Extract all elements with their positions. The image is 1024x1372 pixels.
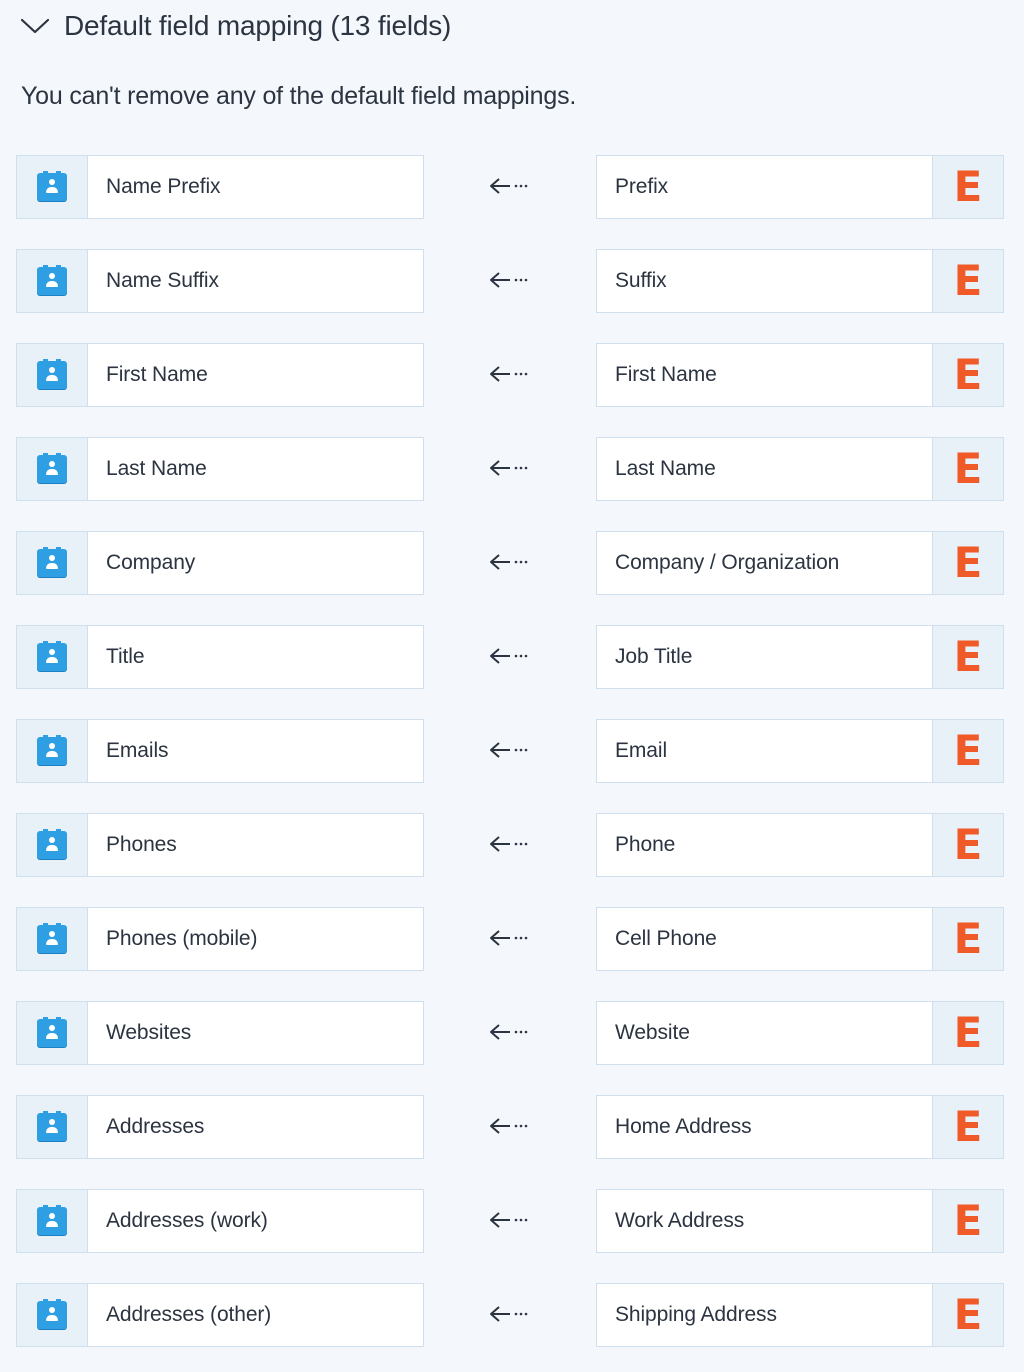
mapping-row bbox=[0, 155, 1024, 219]
contact-card-icon bbox=[37, 267, 67, 295]
source-icon-cell bbox=[17, 908, 88, 970]
eventbrite-e-icon: E bbox=[953, 444, 983, 493]
source-field[interactable] bbox=[16, 1095, 424, 1159]
arrow-left-icon bbox=[488, 1021, 532, 1043]
target-icon-cell bbox=[932, 1284, 1003, 1346]
source-icon-cell bbox=[17, 1190, 88, 1252]
target-field-label: Work Address bbox=[615, 1209, 745, 1232]
source-icon-cell bbox=[17, 1284, 88, 1346]
source-field[interactable] bbox=[16, 531, 424, 595]
mapping-row bbox=[0, 907, 1024, 971]
target-icon-cell bbox=[932, 1190, 1003, 1252]
target-field[interactable] bbox=[596, 531, 1004, 595]
source-field[interactable] bbox=[16, 719, 424, 783]
eventbrite-e-icon: E bbox=[953, 1196, 983, 1245]
target-field[interactable] bbox=[596, 719, 1004, 783]
source-icon-cell bbox=[17, 1002, 88, 1064]
source-field-label: Addresses (other) bbox=[106, 1303, 272, 1326]
source-field[interactable] bbox=[16, 1001, 424, 1065]
source-field-label: Phones (mobile) bbox=[106, 927, 258, 950]
mapping-row bbox=[0, 531, 1024, 595]
target-field[interactable] bbox=[596, 437, 1004, 501]
mapping-row bbox=[0, 1095, 1024, 1159]
target-field[interactable] bbox=[596, 155, 1004, 219]
source-field[interactable] bbox=[16, 437, 424, 501]
source-field-label: Title bbox=[106, 645, 145, 668]
source-icon-cell bbox=[17, 532, 88, 594]
arrow-left-icon bbox=[488, 551, 532, 573]
arrow-left-icon bbox=[488, 363, 532, 385]
eventbrite-e-icon: E bbox=[953, 256, 983, 305]
source-field-label: Last Name bbox=[106, 457, 207, 480]
source-field-label: Phones bbox=[106, 833, 177, 856]
target-icon-cell bbox=[932, 908, 1003, 970]
target-field-label: First Name bbox=[615, 363, 717, 386]
contact-card-icon bbox=[37, 1113, 67, 1141]
source-icon-cell bbox=[17, 1096, 88, 1158]
mapping-row bbox=[0, 625, 1024, 689]
contact-card-icon bbox=[37, 925, 67, 953]
source-field-label: Company bbox=[106, 551, 196, 574]
source-field-label: Emails bbox=[106, 739, 169, 762]
source-icon-cell bbox=[17, 626, 88, 688]
mapping-row bbox=[0, 1283, 1024, 1347]
arrow-left-icon bbox=[488, 1209, 532, 1231]
eventbrite-e-icon: E bbox=[953, 632, 983, 681]
mapping-row bbox=[0, 1189, 1024, 1253]
source-field[interactable] bbox=[16, 343, 424, 407]
arrow-left-icon bbox=[488, 269, 532, 291]
target-icon-cell bbox=[932, 250, 1003, 312]
arrow-left-icon bbox=[488, 739, 532, 761]
eventbrite-e-icon: E bbox=[953, 1008, 983, 1057]
target-field-label: Job Title bbox=[615, 645, 693, 668]
eventbrite-e-icon: E bbox=[953, 726, 983, 775]
mapping-row bbox=[0, 1001, 1024, 1065]
target-field[interactable] bbox=[596, 625, 1004, 689]
contact-card-icon bbox=[37, 549, 67, 577]
arrow-left-icon bbox=[488, 175, 532, 197]
arrow-left-icon bbox=[488, 927, 532, 949]
contact-card-icon bbox=[37, 643, 67, 671]
target-field-label: Last Name bbox=[615, 457, 716, 480]
mapping-row bbox=[0, 249, 1024, 313]
source-field[interactable] bbox=[16, 907, 424, 971]
eventbrite-e-icon: E bbox=[953, 1102, 983, 1151]
eventbrite-e-icon: E bbox=[953, 538, 983, 587]
target-field-label: Home Address bbox=[615, 1115, 752, 1138]
source-icon-cell bbox=[17, 438, 88, 500]
source-field[interactable] bbox=[16, 1283, 424, 1347]
source-field-label: Name Prefix bbox=[106, 175, 221, 198]
source-field-label: Websites bbox=[106, 1021, 192, 1044]
contact-card-icon bbox=[37, 1207, 67, 1235]
mapping-row bbox=[0, 719, 1024, 783]
arrow-left-icon bbox=[488, 457, 532, 479]
target-field-label: Email bbox=[615, 739, 668, 762]
section-toggle[interactable] bbox=[20, 4, 451, 48]
target-field[interactable] bbox=[596, 1189, 1004, 1253]
notice-text: You can't remove any of the default field mappings. bbox=[21, 82, 577, 110]
mapping-row bbox=[0, 343, 1024, 407]
eventbrite-e-icon: E bbox=[953, 1290, 983, 1339]
target-icon-cell bbox=[932, 626, 1003, 688]
chevron-down-icon[interactable] bbox=[20, 14, 52, 38]
section-title: Default field mapping (13 fields) bbox=[64, 10, 452, 41]
target-field-label: Cell Phone bbox=[615, 927, 717, 950]
target-field-label: Phone bbox=[615, 833, 676, 856]
source-field-label: First Name bbox=[106, 363, 208, 386]
contact-card-icon bbox=[37, 361, 67, 389]
target-field-label: Suffix bbox=[615, 269, 667, 292]
target-field-label: Shipping Address bbox=[615, 1303, 777, 1326]
source-field[interactable] bbox=[16, 249, 424, 313]
target-icon-cell bbox=[932, 720, 1003, 782]
target-icon-cell bbox=[932, 1096, 1003, 1158]
target-icon-cell bbox=[932, 532, 1003, 594]
source-field[interactable] bbox=[16, 1189, 424, 1253]
target-icon-cell bbox=[932, 814, 1003, 876]
source-field-label: Addresses (work) bbox=[106, 1209, 268, 1232]
target-field-label: Website bbox=[615, 1021, 690, 1044]
contact-card-icon bbox=[37, 173, 67, 201]
contact-card-icon bbox=[37, 737, 67, 765]
contact-card-icon bbox=[37, 455, 67, 483]
source-icon-cell bbox=[17, 814, 88, 876]
target-field[interactable] bbox=[596, 343, 1004, 407]
target-icon-cell bbox=[932, 344, 1003, 406]
source-field[interactable] bbox=[16, 155, 424, 219]
target-icon-cell bbox=[932, 1002, 1003, 1064]
source-icon-cell bbox=[17, 344, 88, 406]
eventbrite-e-icon: E bbox=[953, 820, 983, 869]
target-field-label: Prefix bbox=[615, 175, 669, 198]
contact-card-icon bbox=[37, 1301, 67, 1329]
target-field-label: Company / Organization bbox=[615, 551, 840, 574]
target-field[interactable] bbox=[596, 1001, 1004, 1065]
source-field[interactable] bbox=[16, 813, 424, 877]
arrow-left-icon bbox=[488, 833, 532, 855]
eventbrite-e-icon: E bbox=[953, 162, 983, 211]
source-icon-cell bbox=[17, 156, 88, 218]
eventbrite-e-icon: E bbox=[953, 350, 983, 399]
target-field[interactable] bbox=[596, 1095, 1004, 1159]
mapping-row bbox=[0, 437, 1024, 501]
contact-card-icon bbox=[37, 831, 67, 859]
target-field[interactable] bbox=[596, 907, 1004, 971]
source-field-label: Addresses bbox=[106, 1115, 205, 1138]
contact-card-icon bbox=[37, 1019, 67, 1047]
eventbrite-e-icon: E bbox=[953, 914, 983, 963]
source-field-label: Name Suffix bbox=[106, 269, 219, 292]
arrow-left-icon bbox=[488, 1115, 532, 1137]
target-icon-cell bbox=[932, 156, 1003, 218]
source-icon-cell bbox=[17, 250, 88, 312]
arrow-left-icon bbox=[488, 645, 532, 667]
target-field[interactable] bbox=[596, 813, 1004, 877]
source-field[interactable] bbox=[16, 625, 424, 689]
mapping-list bbox=[0, 155, 1024, 1372]
target-field[interactable] bbox=[596, 1283, 1004, 1347]
source-icon-cell bbox=[17, 720, 88, 782]
arrow-left-icon bbox=[488, 1303, 532, 1325]
mapping-row bbox=[0, 813, 1024, 877]
target-field[interactable] bbox=[596, 249, 1004, 313]
target-icon-cell bbox=[932, 438, 1003, 500]
